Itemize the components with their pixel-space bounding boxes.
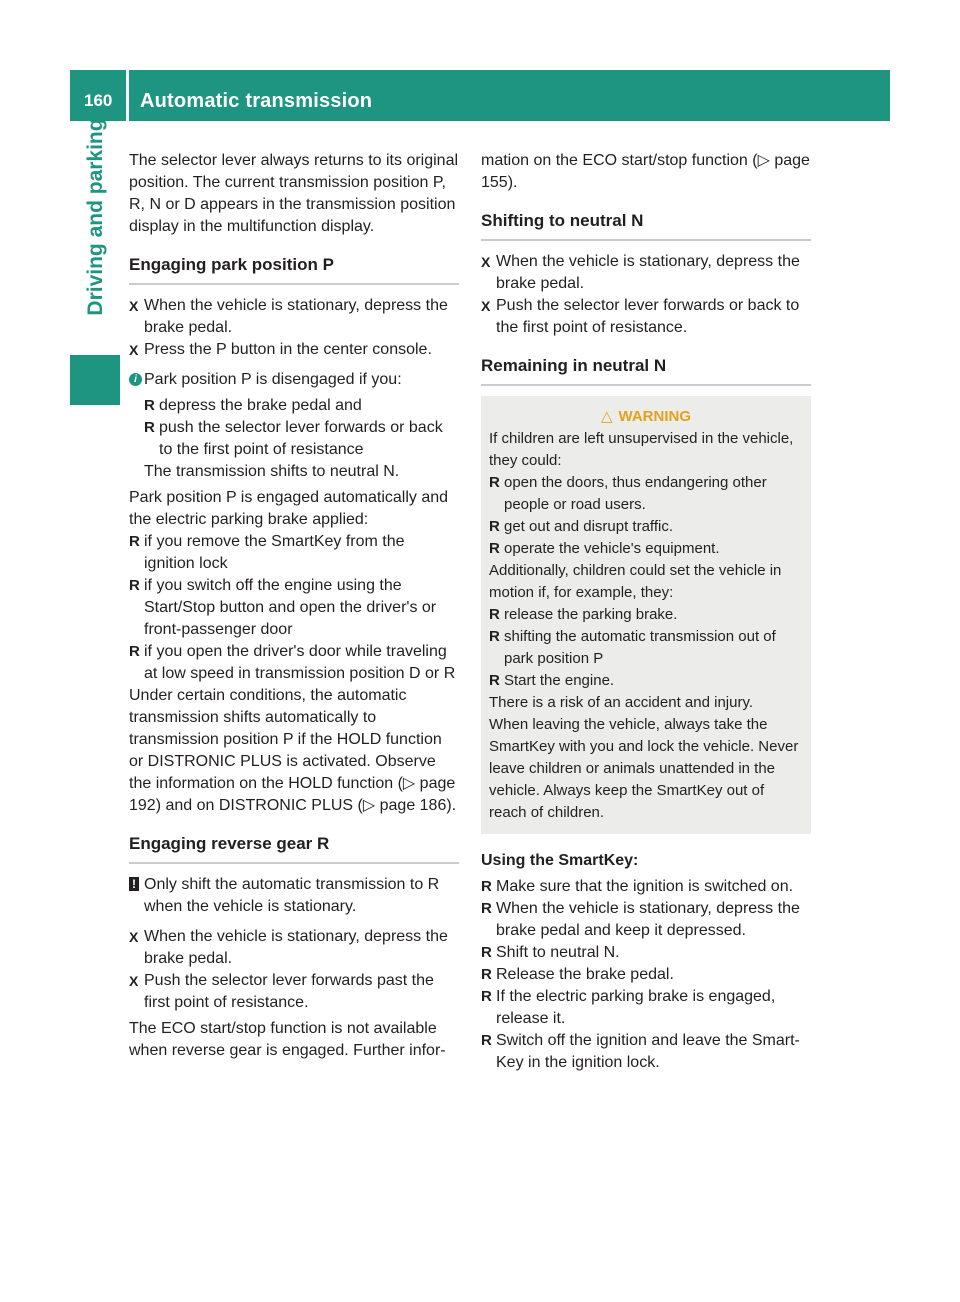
list-item: R if you switch off the engine using the Start/Stop button and open the driver's or front-passenger door	[129, 577, 437, 638]
reverse-step-2: X Push the selector lever forwards past the first point of resistance.	[129, 972, 434, 1011]
bullet-icon: R	[489, 606, 500, 623]
park-note: i Park position P is disengaged if you:	[129, 369, 459, 391]
auto-park-paragraph: Park position P is engaged automatically and the electric parking brake applied:	[129, 489, 449, 528]
bullet-icon: R	[489, 474, 500, 491]
list-item: R Shift to neutral N.	[481, 942, 811, 964]
list-item: R When the vehicle is stationary, depress the brake pedal and keep it depressed.	[481, 900, 800, 939]
list-item: R Start the engine.	[489, 670, 803, 692]
list-item: R depress the brake pedal and	[144, 395, 459, 417]
side-tab-marker	[70, 355, 120, 405]
bullet-icon: R	[481, 944, 492, 961]
reverse-caution: ! Only shift the automatic transmission to R when the vehicle is stationary.	[129, 874, 459, 918]
list-item: R Make sure that the ignition is switched on.	[481, 876, 811, 898]
warning-p2: Additionally, children could set the vehicle in motion if, for example, they:	[489, 562, 782, 601]
park-step-1: X When the vehicle is stationary, depress the brake pedal.	[129, 297, 448, 336]
warning-p1: If children are left unsupervised in the vehicle, they could:	[489, 430, 794, 469]
arrow-icon: X	[481, 298, 491, 314]
eco-continued: mation on the ECO start/stop function (▷ page 155).	[481, 152, 810, 191]
bullet-icon: R	[129, 533, 140, 550]
info-icon: i	[129, 373, 142, 386]
warning-box	[481, 396, 811, 834]
smartkey-title: Using the SmartKey:	[481, 852, 639, 869]
bullet-icon: R	[129, 577, 140, 594]
park-step-2: X Press the P button in the center console.	[129, 339, 459, 361]
list-item: R operate the vehicle's equipment.	[489, 538, 803, 560]
header-divider	[126, 70, 129, 121]
list-item: R push the selector lever forwards or back to the first point of resistance	[144, 419, 443, 458]
left-column	[129, 150, 459, 1062]
section-title: Automatic transmission	[140, 90, 373, 112]
arrow-icon: X	[129, 929, 139, 945]
caution-icon: !	[129, 877, 139, 891]
neutral-step-2: X Push the selector lever forwards or back to the first point of resistance.	[481, 297, 800, 336]
warning-p3: There is a risk of an accident and injury.	[489, 694, 754, 711]
hold-paragraph: Under certain conditions, the automatic transmission shifts automatically to transmission position P if the HOLD function or DISTRONIC PLUS is activated. Observe the information on the HOLD function (▷ page 192) and on DISTRONIC PLUS (▷ page 186).	[129, 687, 457, 814]
bullet-icon: R	[144, 397, 155, 414]
list-item: R Switch off the ignition and leave the Smart-Key in the ignition lock.	[481, 1032, 800, 1071]
reverse-step-1: X When the vehicle is stationary, depress the brake pedal.	[129, 928, 448, 967]
intro-paragraph: The selector lever always returns to its original position. The current transmission position P, R, N or D appears in the transmission position display in the multifunction display.	[129, 152, 459, 235]
park-note-end: The transmission shifts to neutral N.	[144, 463, 400, 480]
heading-remaining: Remaining in neutral N	[481, 355, 811, 386]
eco-paragraph: The ECO start/stop function is not available when reverse gear is engaged. Further infor-	[129, 1020, 446, 1059]
heading-neutral: Shifting to neutral N	[481, 210, 811, 241]
bullet-icon: R	[481, 988, 492, 1005]
list-item: R if you remove the SmartKey from the ignition lock	[129, 533, 405, 572]
bullet-icon: R	[481, 966, 492, 983]
arrow-icon: X	[129, 342, 139, 358]
list-item: R release the parking brake.	[489, 604, 803, 626]
bullet-icon: R	[489, 540, 500, 557]
bullet-icon: R	[481, 1032, 492, 1049]
heading-reverse: Engaging reverse gear R	[129, 833, 459, 864]
warning-triangle-icon: △	[600, 408, 613, 425]
list-item: R Release the brake pedal.	[481, 964, 811, 986]
bullet-icon: R	[481, 900, 492, 917]
warning-p4: When leaving the vehicle, always take the SmartKey with you and lock the vehicle. Never leave children or animals unattended in the vehicle. Always keep the SmartKey out of reach of children.	[489, 716, 799, 821]
arrow-icon: X	[129, 298, 139, 314]
arrow-icon: X	[481, 254, 491, 270]
heading-park: Engaging park position P	[129, 254, 459, 285]
side-tab-label: Driving and parking	[84, 118, 107, 316]
list-item: R open the doors, thus endangering other people or road users.	[489, 474, 767, 513]
bullet-icon: R	[489, 672, 500, 689]
right-column	[481, 150, 811, 1074]
warning-title: △ WARNING	[600, 408, 692, 425]
page-number: 160	[84, 91, 113, 110]
bullet-icon: R	[489, 518, 500, 535]
bullet-icon: R	[489, 628, 500, 645]
bullet-icon: R	[129, 643, 140, 660]
list-item: R If the electric parking brake is engaged, release it.	[481, 988, 776, 1027]
bullet-icon: R	[481, 878, 492, 895]
side-tab-label-box	[71, 112, 121, 322]
bullet-icon: R	[144, 419, 155, 436]
list-item: R shifting the automatic transmission out of park position P	[489, 628, 776, 667]
list-item: R get out and disrupt traffic.	[489, 516, 803, 538]
arrow-icon: X	[129, 973, 139, 989]
neutral-step-1: X When the vehicle is stationary, depress the brake pedal.	[481, 253, 800, 292]
list-item: R if you open the driver's door while traveling at low speed in transmission position D or R	[129, 643, 456, 682]
